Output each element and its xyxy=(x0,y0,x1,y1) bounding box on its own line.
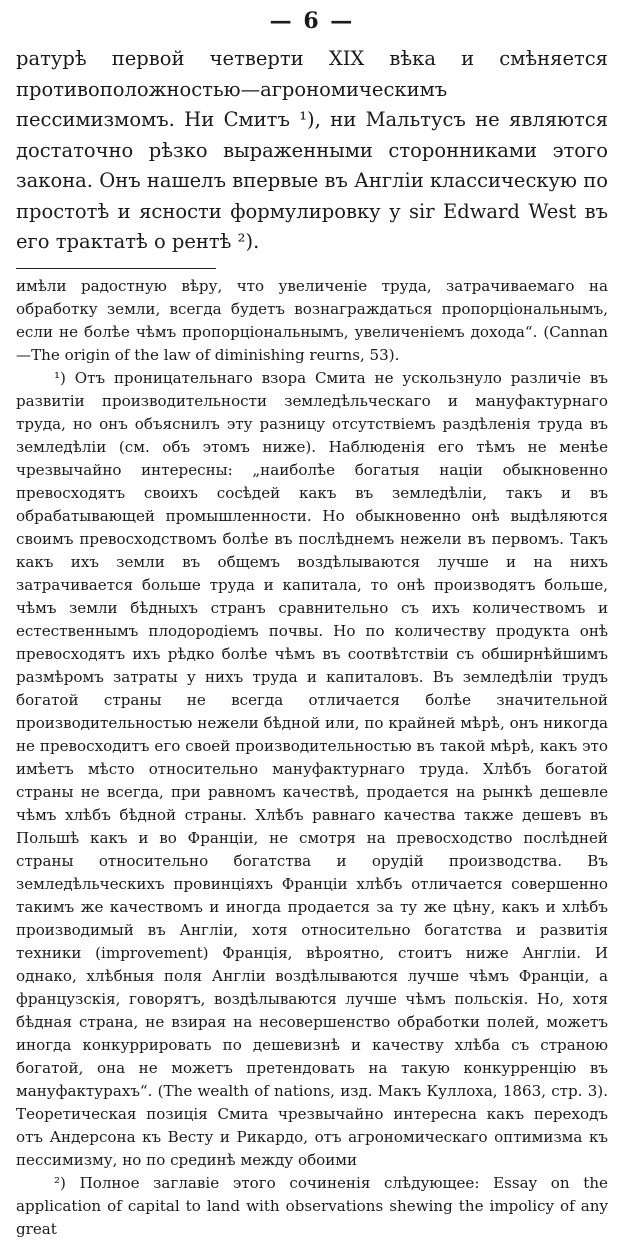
footnote-continuation: имѣли радостную вѣру, что увеличеніе труда, затрачиваемаго на обработку земли, всегда будетъ вознаграждаться пропорціональнымъ, если не болѣе чѣмъ пропорціональнымъ, увеличеніемъ дохода“. (Cannan—The origin of the law of diminishing reurns, 53). xyxy=(16,276,608,364)
footnote-separator xyxy=(16,268,216,269)
footnotes xyxy=(16,275,608,1241)
main-text xyxy=(16,44,608,258)
book-page xyxy=(16,6,608,1241)
page-number: — 6 — xyxy=(269,8,355,34)
main-paragraph: ратурѣ первой четверти XIX вѣка и смѣняется противоположностью—агрономическимъ пессимизмомъ. Ни Смитъ ¹), ни Мальтусъ не являются достаточно рѣзко выраженными сторонниками этого закона. Онъ нашелъ впервые въ Англіи классическую по простотѣ и ясности формулировку у sir Edward West въ его трактатѣ о рентѣ ²). xyxy=(16,47,608,253)
footnote-2: ²) Полное заглавіе этого сочиненія слѣдующее: Essay on the application of capital to land with observations shewing the impolicy of any great xyxy=(16,1173,608,1238)
footnote-1: ¹) Отъ проницательнаго взора Смита не ускользнуло различіе въ развитіи производительности земледѣльческаго и мануфактурнаго труда, но онъ объяснилъ эту разницу отсутствіемъ раздѣленія труда въ земледѣліи (см. объ этомъ ниже). Наблюденія его тѣмъ не менѣе чрезвычайно интересны: „наиболѣе богатыя націи обыкновенно превосходятъ своихъ сосѣдей какъ въ земледѣліи, такъ и въ обрабатывающей промышленности. Но обыкновенно онѣ выдѣляются своимъ превосходствомъ болѣе въ послѣднемъ нежели въ первомъ. Такъ какъ ихъ земли въ общемъ воздѣлываются лучше и на нихъ затрачивается больше труда и капитала, то онѣ производятъ больше, чѣмъ земли бѣдныхъ странъ сравнительно съ ихъ количествомъ и естественнымъ плодородіемъ почвы. Но по количеству продукта онѣ превосходятъ ихъ рѣдко болѣе чѣмъ въ соотвѣтствіи съ обширнѣйшимъ размѣромъ затраты у нихъ труда и капиталовъ. Въ земледѣліи трудъ богатой страны не всегда отличается болѣе значительной производительностью нежели бѣдной или, по крайней мѣрѣ, онъ никогда не превосходитъ его своей производительностью въ такой мѣрѣ, какъ это имѣетъ мѣсто относительно мануфактурнаго труда. Хлѣбъ богатой страны не всегда, при равномъ качествѣ, продается на рынкѣ дешевле чѣмъ хлѣбъ бѣдной страны. Хлѣбъ равнаго качества также дешевъ въ Польшѣ какъ и во Франціи, не смотря на превосходство послѣдней страны относительно богатства и орудій производства. Въ земледѣльческихъ провинціяхъ Франціи хлѣбъ отличается совершенно такимъ же качествомъ и иногда продается за ту же цѣну, какъ и хлѣбъ производимый въ Англіи, хотя относительно богатства и развитія техники (improvement) Франція, вѣроятно, стоитъ ниже Англіи. И однако, хлѣбныя поля Англіи воздѣлываются лучше чѣмъ Франціи, а французскія, говорятъ, воздѣлываются лучше чѣмъ польскія. Но, хотя бѣдная страна, не взирая на несовершенство обработки полей, можетъ иногда конкуррировать по дешевизнѣ и качеству хлѣба съ страною богатой, она не можетъ претендовать на такую конкурренцію въ мануфактурахъ“. (The wealth of nations, изд. Макъ Куллоха, 1863, стр. 3). Теоретическая позиція Смита чрезвычайно интересна какъ переходъ отъ Андерсона къ Весту и Рикардо, отъ агрономическаго оптимизма къ пессимизму, но по срединѣ между обоими xyxy=(16,368,608,1169)
